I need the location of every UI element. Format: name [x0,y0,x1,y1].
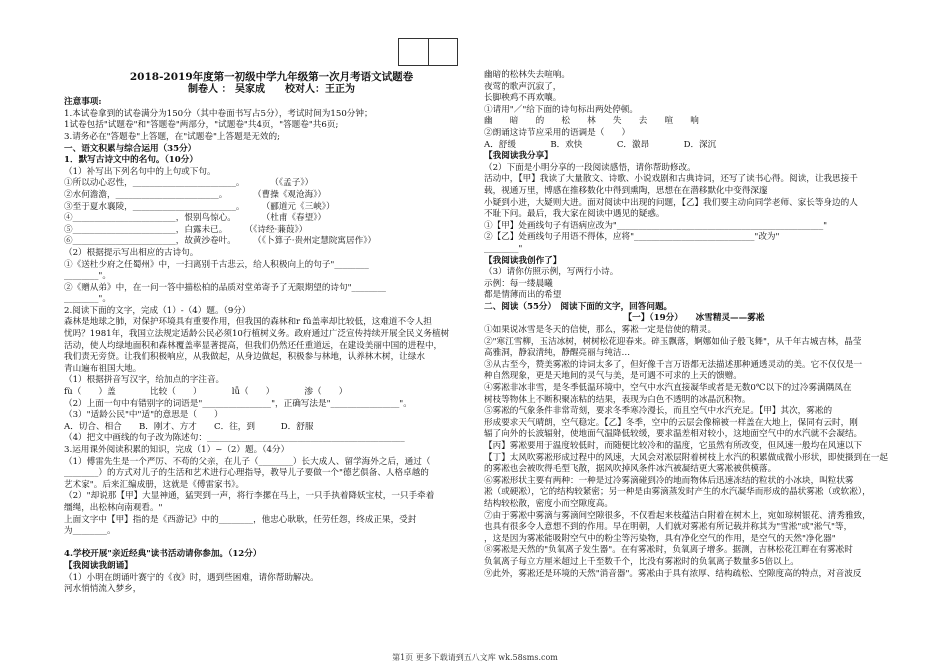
right-line: 活动中，【甲】我读了大量散文、诗歌、小说戏剧和古典诗词，还写了读书心得。阅读，让我思接千 [484,174,858,185]
left-line: 3.请务必在"答题卷"上答题，在"试题卷"上答题是无效的; [64,131,280,142]
right-line: A．舒缓 B．欢快 C．激昂 D．深沉 [484,139,717,150]
left-line [64,538,479,550]
left-line: （2）"却说那【甲】大显神通，猛哭到一声，将行李摞在马上，一只手执着降妖宝杖，一只手牵着 [64,491,435,502]
left-line: 青山遍布祖国大地。 [64,363,142,374]
left-line: ________"。 [64,294,111,305]
left-line: ④________________________，恨别鸟惊心。 （杜甫《春望》） [64,213,327,224]
left-line: （4）把文中画线的句子改为陈述句：______________________________________________ [64,433,405,444]
left-line: A．切合、相合 B．刚才、方才 C．往，到 D．舒服 [64,421,314,432]
right-line: ②【乙】处画线句子用语不得体，应将"____________________________"改为" [484,232,780,243]
right-line: 负氧离子每立方厘米超过上千至数千个，比没有雾凇时的负氧离子数量多5倍以上。 [484,556,799,567]
right-line: ，这是因为雾凇能吸附空气中的粉尘等污染物，具有净化空气的作用，是空气的天然"净化器" [484,533,836,544]
right-line: 【丁】太风吹雾凇形成过程中的风速，大风会对凇层附着树枝上水汽的积累做成微小形状，即使摄到在一起 [484,452,888,463]
right-line: 二、阅读（55分） 阅读下面的文字，回答问题。 [484,301,673,312]
right-line: 不耻下问。最后，我大家在阅读中遇见的疑惑。 [484,209,665,220]
page-footer: 第1页 更多下载请到五八文库 wk.58sms.com [392,653,558,662]
left-line: ②《赠从弟》中，在一问一答中描松柏的品质对堂弟寄予了无限期望的诗句"________ [64,282,386,293]
left-line: （1）根据拼音写汉字，给加点的字注音。 [64,375,225,386]
right-line: 形成要求天气晴朗，空气稳定。【乙】冬季，空中的云层会像棉被一样盖在大地上，保同有云时，刚 [484,417,858,428]
right-line: （2）下面是小明分享的一段阅读感悟，请你帮助修改。 [484,162,696,173]
left-line: 一、语文积累与综合运用（35分） [64,143,197,154]
left-line: ②水何澹澹，________________________。 （曹操《观沧海》） [64,189,327,200]
left-line: 森林是地球之肺，对保护环境具有重要作用，但我国的森林和r fǔ盖率却比较低，这难道不令人担 [64,317,432,328]
right-line: 【一】（19分） 冰雪精灵——雾凇 [623,313,765,324]
right-line: ④雾凇非冰非雪，是冬季低温环境中，空气中水汽直接凝华或者是无数0℃以下的过冷雾满隅凤在 [484,383,852,394]
left-line: 1.本试卷拿到的试卷满分为150分（其中卷面书写占5分），考试时间为150分钟； [64,108,373,119]
right-line: 夜莺的歌声沉寂了， [484,81,562,92]
right-line: 幽暗的松林失去喧响。 [484,70,570,80]
left-line: （2）根据提示写出相应的古诗句。 [64,247,199,258]
right-line: ①【甲】处画线句子有语病应改为"________________________________________________" [484,220,828,231]
right-line: ⑨此外，雾凇还是环境的天然"消音器"。雾凇由于具有浓厚、结构疏松、空隙度高的特点，对音波反 [484,568,862,579]
left-line: 1试卷包括"试题卷"和"答题卷"两部分，"试题卷"共4页，"答题卷"共6页; [64,120,339,131]
right-column-body [484,70,904,580]
left-line: 4.学校开展"亲近经典"读书活动请你参加。（12分） [64,549,262,560]
right-line: 种自然现象，更是天地间的灵气与美，是可遇不可求的上天的馈赠。 [484,371,742,382]
right-line: 高雅洞，静寂清纯，静醒亮丽与纯洁… [484,348,631,359]
right-line: 示例：每一缕晨曦 [484,278,553,289]
left-line: 艺术家"。后来汇编成册，这就是《傅雷家书》。 [64,479,245,490]
left-line: ⑥________________________，故黄沙卷叶。 （《卜算子·贵州定慧院寓居作》） [64,236,377,247]
left-line: fù（ ）盖 比较（ ） lǚ（ ） 渗（ ） [64,387,348,398]
right-line: 也具有很多令人意想不到的作用。早在明朝，人们就对雾凇有所记载并称其为"雪淞"或"淞气"等， [484,522,853,533]
right-line: 【我阅读我分享】 [484,151,553,162]
right-line: ②朗诵这诗节应采用的语调是（ ） [484,127,631,138]
left-line: （1）傅雷先生是一个严厉、不苟的父亲，在儿子（________）长大成人、留学海外之后，通过（ [64,456,431,467]
left-line: 2.阅读下面的文字，完成（1）-（4）题。（9分） [64,305,251,316]
right-line: ⑥雾凇形状主要有两种：一种是过冷雾滴碰到冷的地而物体后迅速冻结的粒状的小冰块，叫粒状雾 [484,475,854,486]
left-line: （2）上面一句中有错别字的词语是"________________"，正确写法是"________________"。 [64,398,412,409]
right-line: 【我阅读我创作了】 [484,255,562,266]
right-line: ①请用"／"给下面的诗句标出两处停顿。 [484,104,639,115]
right-line: ⑤雾凇的气象条件非常苛刻，要求冬季寒冷漫长，而且空气中水汽充足。【甲】其次，雾凇的 [484,406,833,417]
left-line: 河水悄悄流入梦乡， [64,584,142,595]
left-line: （3）"适龄公民"中"适"的意思是（ ） [64,410,223,421]
right-line: ⑦由于雾凇中雾滴与雾滴间空隙很多，不仅看起来枝蕴洁白附着在树木上，宛如琼树银花、清秀雅致， [484,510,871,521]
left-column-body [64,97,479,596]
right-line: 【丙】雾凇要用于温度较低时，而随便比较冷和的温度，它虽然有所改变，但风速一般均在风速以下 [484,441,863,451]
right-line: 树枝等物体上不断积聚冻粘的结果，表现为白色不透明的冰晶沉积物。 [484,394,751,405]
left-line: 我们责无旁贷。让我们积极响应，从我做起，从身边做起，积极参与林地，认养林木树，让绿水 [64,352,425,363]
left-line: 缰绳，出松林向南观看。" [64,502,163,513]
right-column [484,70,904,580]
left-line: 忧吗？1981年，我国立法规定适龄公民必须10行植树义务。政府通过广泛宣传持续开展全民义务植树 [64,329,450,340]
right-line: 凇（或硬凇），它的结构较紧密；另一种是由雾滴蒸发时产生的水汽凝华而形成的晶状雾凇（或软凇）， [484,487,871,498]
left-line: ________）的方式对儿子的生活和艺术进行心理指导，教导儿子要做一个"德艺俱备、人格卓越的 [64,468,429,479]
right-line: 载，视通万里，博感在推移数化中得到熏陶，思想在在潜移默化中变得深邃 [484,185,768,196]
left-line: 3.运用课外阅读积累的知识，完成（1）~（2）题。（4分） [64,445,290,455]
exam-authors: 制卷人 ： 吴家成 校对人：王正为 [188,83,355,95]
right-line: 辐了向外的长波辐射，使地面气温降低较缓，要求温差相对较小，这地面空气中的水汽就不会凝结。 [484,429,863,440]
left-column [64,70,479,596]
right-line: （3）请你仿照示例，写两行小诗。 [484,267,619,278]
right-line: ①如果说冰雪是冬天的信使，那么，雾凇一定是信使的精灵。 [484,325,717,336]
score-box [398,38,458,66]
right-line: 长脚秧鸡不再欢嚷。 [484,93,562,104]
left-line: ________"。 [64,271,111,282]
right-line: 都是情薄而出的希望 [484,290,562,301]
left-line: 活动，使人均绿地面积和森林覆盖率显著提高，但我们仍然还任重道远，在建设美丽中国的进程中， [64,340,443,351]
left-line: （1）小明在朗诵叶赛宁的《夜》时，遇到些困难，请你帮助解决。 [64,572,319,583]
right-line: ②"寒江雪柳，玉洁冰树，树树松花迎春来。碎玉飘落，婀娜如仙子般飞舞"，从千年古城吉林，晶莹 [484,336,862,347]
left-line: ①所以动心忍性，________________________。 （《孟子》） [64,178,314,189]
left-line: 注意事项: [64,97,102,108]
left-line: （1）补写出下列名句中的上句或下句。 [64,166,216,177]
left-line: 【我阅读我朗诵】 [64,560,133,571]
right-line: ③从古至今，赞美雾凇的诗词太多了，但好像千言万语都无法描述那种通透灵动的美。它不仅仅是一 [484,359,863,370]
left-line: 1．默写古诗文中的名句。（10分） [64,155,198,166]
right-line: 小疑到小进，大疑则大进。面对阅读中出现的问题，【乙】我们要主动向同学老师、家长等身边的人 [484,197,858,208]
right-line: ⑧雾凇是天然的"负氧离子发生器"。在有雾凇时，负氧离子增多。据测，吉林松花江畔在有雾凇时 [484,545,853,556]
right-line: ________" [484,243,523,254]
left-line: 上面文字中【甲】指的是《西游记》中的________，他忠心耿耿，任劳任怨，终成正果，受封 [64,514,417,525]
right-line: 结构较松散，密度小而空隙度高。 [484,498,613,509]
left-line: ⑤________________________，白露未已。 （《诗经·蒹葭》） [64,224,308,235]
left-line: 为________。 [64,526,116,537]
exam-title: 2018-2019年度第一初级中学九年级第一次月考语文试题卷 [129,71,414,83]
right-line: 的雾凇也会被吹得毛型飞散，据风吹掉风条件冰汽被凝结更大雾凇被供模落。 [484,464,777,475]
left-line: ③至于夏水襄陵，________________________。 （郦道元《三峡》） [64,201,335,212]
left-line: ①《送杜少府之任蜀州》中，一扫离别千古悲云，给人积极向上的句子"________ [64,259,369,270]
right-line: 幽 暗 的 松 林 失 去 喧 响 [484,116,699,127]
